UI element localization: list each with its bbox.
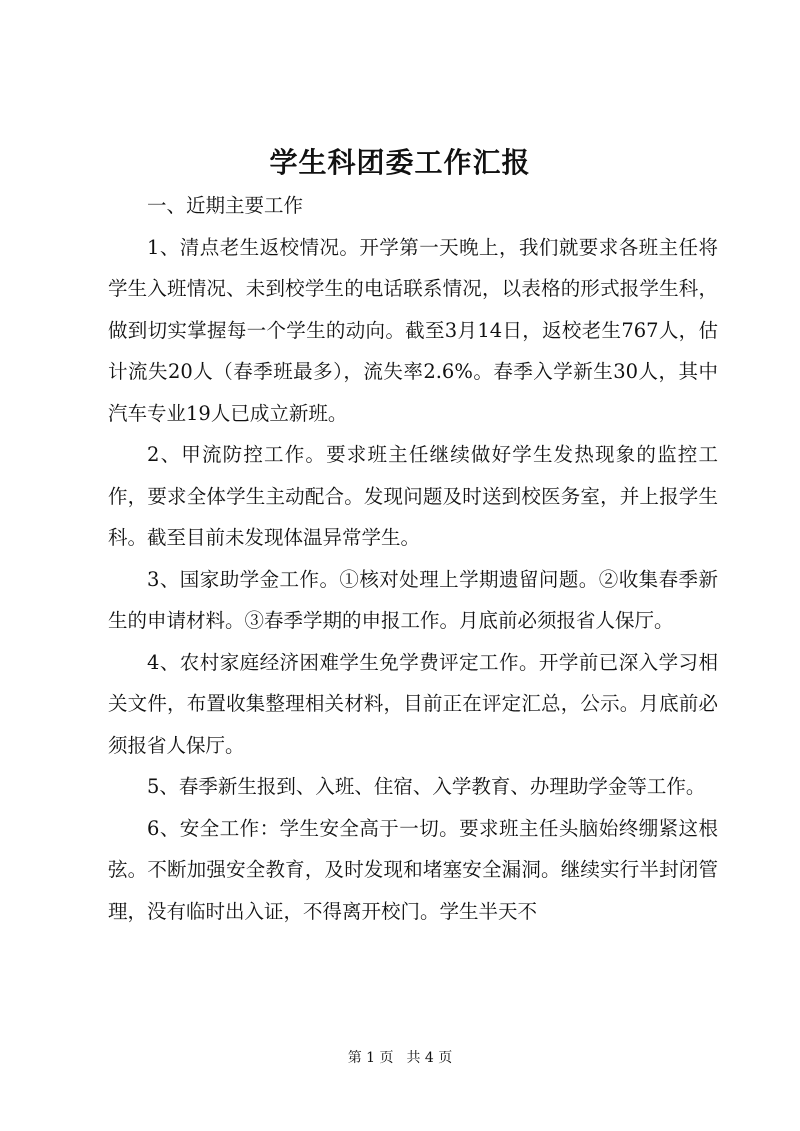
- paragraph-safety-work: 6、安全工作：学生安全高于一切。要求班主任头脑始终绷紧这根弦。不断加强安全教育，及时发现和堵塞安全漏洞。继续实行半封闭管理，没有临时出入证，不得离开校门。学生半天不: [108, 816, 718, 923]
- paragraph-new-student-registration: 5、春季新生报到、入班、住宿、入学教育、办理助学金等工作。: [147, 775, 706, 798]
- document-body: [108, 185, 718, 932]
- paragraph-national-grant: 3、国家助学金工作。①核对处理上学期遗留问题。②收集春季新生的申请材料。③春季学期的申报工作。月底前必须报省人保厅。: [108, 567, 718, 632]
- section-heading: 一、近期主要工作: [147, 194, 304, 217]
- page-number: 第 1 页: [347, 1050, 394, 1066]
- page-footer: [0, 1048, 800, 1068]
- paragraph-flu-prevention: 2、甲流防控工作。要求班主任继续做好学生发热现象的监控工作，要求全体学生主动配合。发现问题及时送到校医务室，并上报学生科。截至目前未发现体温异常学生。: [108, 443, 718, 549]
- paragraph-tuition-waiver: 4、农村家庭经济困难学生免学费评定工作。开学前已深入学习相关文件，布置收集整理相关材料，目前正在评定汇总，公示。月底前必须报省人保厅。: [108, 650, 718, 757]
- document-title: 学生科团委工作汇报: [269, 146, 531, 179]
- paragraph-returning-students: 1、清点老生返校情况。开学第一天晚上，我们就要求各班主任将学生入班情况、未到校学生的电话联系情况，以表格的形式报学生科，做到切实掌握每一个学生的动向。截至3月14日，返校老生767人，估计流失20人（春季班最多），流失率2.6%。春季入学新生30人，其中汽车专业19人已成立新班。: [108, 235, 718, 425]
- page-total: 共 4 页: [406, 1050, 453, 1066]
